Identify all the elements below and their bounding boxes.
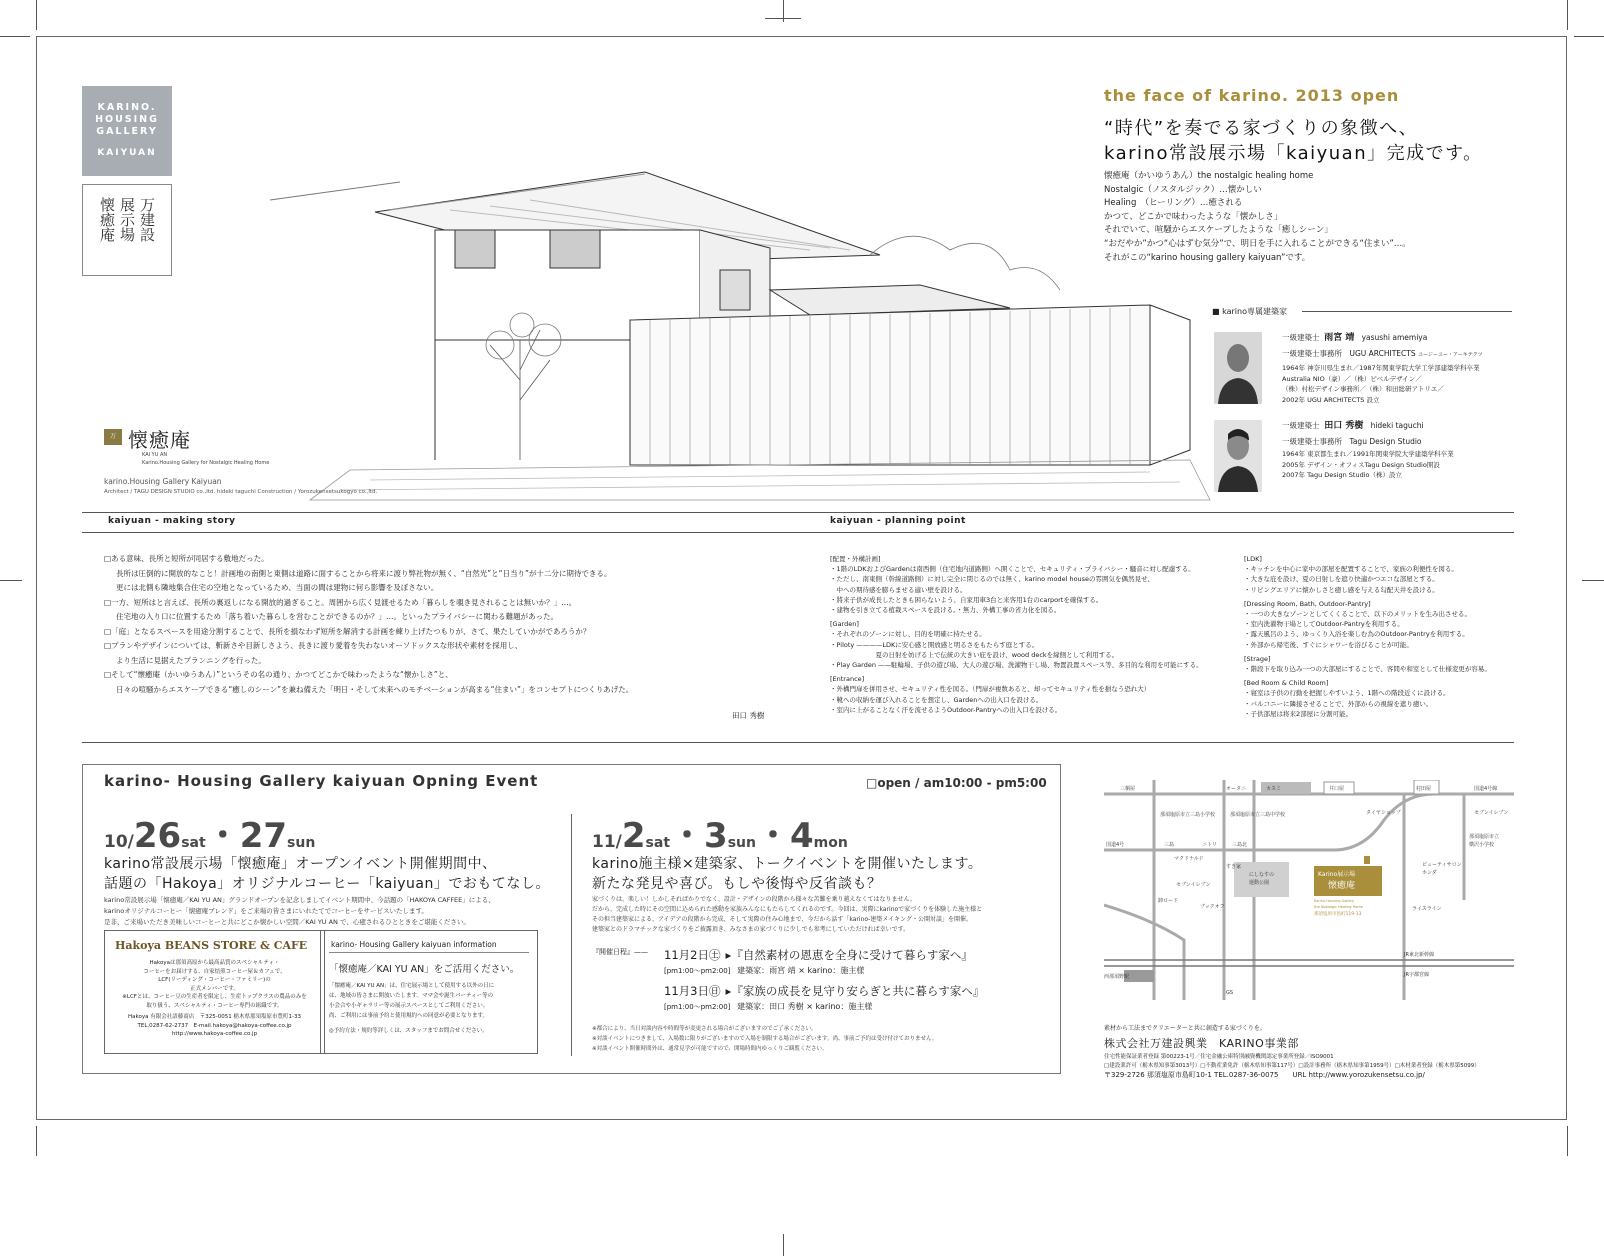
date-day: 4 bbox=[789, 816, 814, 856]
plan-line: 中への期待感を膨らませる適い壁を設ける。 bbox=[830, 585, 967, 594]
map-label: セブンイレブン bbox=[1474, 810, 1509, 816]
architect-role: 一級建築士 bbox=[1282, 421, 1320, 430]
map-label: ニトリ bbox=[1202, 842, 1218, 848]
plan-line: ・建物を引き立てる植栽スペースを設ける。・無力、外構工事の省力化を図る。 bbox=[830, 606, 1061, 615]
story-line: 日々の喧騒からエスケープできる“癒しのシーン”を兼ね備えた「明日・そして未来へのモチベーションが高まる“住まい”」をコンセプトにつくりあげた。 bbox=[116, 684, 634, 694]
architect-bio-line: 2005年 デザイン・オフィスTagu Design Studio開設 bbox=[1282, 460, 1440, 469]
map-label: カスミ bbox=[1266, 786, 1282, 792]
vertical-title-col1: 万建設 bbox=[138, 197, 156, 242]
architect-bio-line: 1964年 神奈川県生まれ／1987年関東学院大学工学部建築学科卒業 bbox=[1282, 364, 1480, 372]
event-desc-line: その担当建築家による、アイデアの段階から完成、そして実際の住み心地まで、今だから話す「karino-建築メイキング・公開対談」を開催。 bbox=[592, 916, 972, 923]
site-label: 懐癒庵 bbox=[1328, 881, 1356, 891]
plan-line: ・外構門扉を併用させ、セキュリティ性を図る。（門扉が複数あると、却ってセキュリティ性を損なう恐れ大） bbox=[830, 685, 1151, 694]
event-desc-line: 家づくりは、楽しい！しかしそればかりでなく、設計・デザインの段階から様々な苦難を乗り越えなくてはなりません。 bbox=[592, 896, 916, 903]
hakoya-text-line: Hakoyaは那須高原から最高品質のスペシャルティ・ bbox=[149, 960, 280, 966]
date-dot: ・ bbox=[670, 816, 705, 856]
event-note-line: ※都合により、当日対談内容や時間等が変更される場合がございますのでご了承ください。 bbox=[592, 1026, 817, 1032]
house-caption-1: karino.Housing Gallery Kaiyuan bbox=[104, 477, 222, 486]
date-dot: ・ bbox=[205, 816, 240, 856]
event-desc-nov bbox=[592, 895, 1052, 935]
map-label: JR宇都宮線 bbox=[1404, 972, 1429, 978]
talk-title: ▸『自然素材の恩恵を全身に受けて暮らす家へ』 bbox=[725, 948, 973, 962]
map-label: 井口屋 bbox=[1329, 786, 1345, 792]
event-lead-line: 話題の「Hakoya」オリジナルコーヒー「kaiyuan」でおもてなし。 bbox=[104, 876, 550, 892]
event-notes bbox=[592, 1024, 937, 1054]
architect-amemiya bbox=[1282, 332, 1483, 405]
story-line: 更には北側も隣地集合住宅の空地となっているため、当面の間は建物に何ら影響を及ぼさない。 bbox=[116, 583, 439, 592]
event-title: karino- Housing Gallery kaiyuan Opning Event bbox=[104, 772, 539, 790]
story-heading: kaiyuan - making story bbox=[108, 516, 236, 526]
plan-heading-item: [LDK] bbox=[1244, 555, 1262, 563]
house-sub: Karino.Housing Gallery for Nostalgic Healing Home bbox=[142, 460, 270, 466]
date-day: 26 bbox=[133, 816, 182, 856]
event-note-line: ※対談イベント開催時間外は、通常見学が可能ですので、開場時間内ゆっくりご観覧ください。 bbox=[592, 1046, 828, 1052]
section-divider bbox=[82, 532, 1514, 533]
talk-speakers: 建築家：田口 秀樹 × karino：施主様 bbox=[737, 1002, 873, 1011]
architect-name: 雨宮 靖 bbox=[1324, 333, 1355, 343]
event-note-line: ※対談イベントにつきまして、入場数に限りがございますので入場を制限する場合がございます。尚、事前ご予約は受け付けておりません。 bbox=[592, 1036, 938, 1042]
crop-mark bbox=[0, 580, 22, 581]
logo-line1: KARINO. bbox=[97, 102, 157, 113]
plan-line: ・Play Garden ——駐輪場、子供の遊び場、大人の遊び場、洗濯物干し場、物置設置スペース等、多目的な利用を可能にする。 bbox=[830, 661, 1203, 670]
story-line: □ある意味、長所と短所が同居する敷地だった。 bbox=[104, 554, 269, 563]
story-line: □そして“懐癒庵（かいゆうあん）”というその名の通り、かつてどこかで味わったような“懐かしさ”と、 bbox=[104, 670, 453, 679]
map-label: GS bbox=[1226, 990, 1234, 996]
map-label: オータニ bbox=[1226, 786, 1247, 792]
concept-line: 懐癒庵（かいゆうあん）the nostalgic healing home bbox=[1104, 171, 1314, 181]
event-desc-line: karinoオリジナルコーヒー「懐癒庵ブレンド」をご来場の皆さまにいれたてでコーヒーをサービスいたします。 bbox=[104, 907, 428, 915]
map-label: タイヤショップ bbox=[1366, 810, 1401, 816]
architect-role: 一級建築士 bbox=[1282, 333, 1320, 342]
site-sub-label: Karino.Housing Gallery bbox=[1314, 899, 1355, 903]
hakoya-text-line: コーヒーをお届けする、自家焙煎コーヒー屋＆カフェで、 bbox=[143, 968, 286, 975]
house-sketch-illustration bbox=[250, 160, 1230, 505]
event-desc-line: 建築家とのドラマチックな家づくりをご披露頂き、みなさまの家づくりに少しでも参考にしていただければ幸いです。 bbox=[592, 926, 910, 933]
event-desc-line: だから、完成した時にその空間に込められた感動を家族みんなにもたらしてくれるのです。今回は、実際にkarinoで家づくりを体験した施主様と bbox=[592, 906, 983, 913]
architect-office: 一級建築士事務所 Tagu Design Studio bbox=[1282, 436, 1422, 446]
info-note: ◎予約方法・規約等詳しくは、スタッフまでお問合せください。 bbox=[329, 1028, 488, 1034]
talk-speakers: 建築家：雨宮 靖 × karino：施主様 bbox=[737, 966, 865, 975]
crop-mark bbox=[1567, 1126, 1568, 1156]
map-label: ビューティサロン bbox=[1422, 862, 1462, 868]
map-label: 西那須野駅 bbox=[1104, 974, 1130, 980]
plan-heading-item: [Entrance] bbox=[830, 675, 865, 684]
map-label: JR東北新幹線 bbox=[1404, 952, 1434, 958]
info-lead: 「懐癒庵／KAI YU AN」をご活用ください。 bbox=[329, 964, 520, 975]
hakoya-text-line: 正式メンバーです。 bbox=[190, 985, 239, 992]
talk-title: ▸『家族の成長を見守り安らぎと共に暮らす家へ』 bbox=[725, 984, 985, 998]
event-desc-oct bbox=[104, 895, 564, 928]
event-lead-line: karino常設展示場「懐癒庵」オープンイベント開催期間中、 bbox=[104, 856, 497, 872]
info-text-line: は、地域の皆さまに開放いたします。ママ会や誕生パーティー等の bbox=[329, 993, 494, 999]
architect-romaji: hideki taguchi bbox=[1370, 421, 1424, 430]
map-label: にしなすの bbox=[1249, 872, 1275, 878]
talk-event-1 bbox=[664, 944, 973, 976]
talk-time: [pm1:00〜pm2:00] bbox=[664, 1003, 731, 1011]
event-date-oct bbox=[104, 808, 315, 857]
house-kana: KAI YU AN bbox=[142, 452, 168, 458]
concept-line: それでいて、喧騒からエスケープしたような「癒しシーン」 bbox=[1104, 225, 1333, 236]
architect-office: 一級建築士事務所 UGU ARCHITECTS bbox=[1282, 348, 1416, 358]
plan-line: ・1階のLDKおよびGardenは南西側（住宅地内道路側）へ開くことで、セキュリティ・プライバシー・騒音に対し配慮する。 bbox=[830, 565, 1195, 574]
bottom-divider bbox=[82, 742, 1514, 743]
date-day: 3 bbox=[704, 816, 728, 856]
headline-line1: “時代”を奏でる家づくりの象徴へ、 bbox=[1104, 118, 1419, 139]
info-text-line: 小会合や小ギャラリー等の展示スペースとしてご利用ください。 bbox=[329, 1003, 489, 1009]
concept-line: Nostalgic（ノスタルジック）…懐かしい bbox=[1104, 184, 1262, 195]
map-label: 国道4号線 bbox=[1474, 786, 1498, 792]
talk-date: 11月2日㊏ bbox=[664, 948, 721, 962]
event-desc-line: 是非、ご来場いただき美味しいコーヒーと共にどこか懐かしい空間／KAI YU AN で、心癒されるひとときをご堪能ください。 bbox=[104, 918, 470, 926]
crop-mark bbox=[783, 1234, 784, 1256]
plan-heading-item: [Garden] bbox=[830, 620, 859, 629]
story-line: □「庭」となるスペースを用途分割することで、長所を損なわず短所を解消する計画を練り上げたつもりが、さて、果たしていかがであろうか？ bbox=[104, 626, 591, 636]
crop-mark bbox=[0, 36, 30, 37]
date-month: 11/ bbox=[592, 832, 622, 852]
talk-event-2 bbox=[664, 980, 984, 1012]
story-signature: 田口 秀樹 bbox=[732, 711, 765, 720]
plan-line: ・階段下を取り込み一つの大部屋にすることで、客間や和室として仕様変更が容易。 bbox=[1244, 665, 1491, 674]
site-label: Karino展示場 bbox=[1318, 871, 1356, 878]
story-line: 長所は圧倒的に開放的なこと！計画地の南側と東側は道路に面することから将来に渡り弊社物が無く、“自然光”と“日当り”が十二分に期待できる。 bbox=[116, 568, 612, 578]
headline bbox=[1104, 116, 1483, 166]
map-label: 村田屋 bbox=[1416, 786, 1432, 792]
map-label: 那須塩原市立 bbox=[1469, 834, 1500, 840]
architects-rule bbox=[1302, 311, 1512, 312]
info-text-line: 尚、ご利用には事前予約と使用規約への同意が必要となります。 bbox=[329, 1013, 489, 1019]
event-lead-line: karino施主様×建築家、トークイベントを開催いたします。 bbox=[592, 856, 983, 872]
plan-line: ・將来子供が成長したときも困らないよう、自家用車3台と来客用1台のcarportを確保する。 bbox=[830, 595, 1103, 604]
map-label: すき家 bbox=[1226, 864, 1242, 870]
site-sub-label: the Nostalgic Healing Home bbox=[1314, 905, 1363, 909]
date-month: 10/ bbox=[104, 832, 134, 852]
plan-line: ・一つの大きなゾーンとしてくくることで、以下のメリットを生み出させる。 bbox=[1244, 610, 1471, 619]
talk-date: 11月3日㊐ bbox=[664, 984, 721, 998]
site-address: 那須塩原市島町119-13 bbox=[1314, 912, 1362, 917]
plan-heading: kaiyuan - planning point bbox=[830, 516, 966, 526]
house-caption bbox=[104, 476, 377, 498]
hakoya-text-line: LCF(リーディング・コーヒー・ファミリー)の bbox=[158, 977, 271, 983]
plan-line: ・靴への収納を運び入れることを想定し、Gardenへの出入口を設ける。 bbox=[830, 695, 1043, 704]
hakoya-text-line: ※LCFとは、コーヒー豆の生産者を限定し、生産トップクラスの農品のみを bbox=[122, 994, 307, 1000]
event-hours: □open / am10:00 - pm5:00 bbox=[866, 776, 1047, 790]
architect-office-kana: ユージーユー・アーキテクツ bbox=[1418, 351, 1483, 358]
footer-contact: 〒329-2726 那須塩原市島町10-1 TEL.0287-36-0075 URL http://www.yorozukensetsu.co.jp/ bbox=[1104, 1071, 1425, 1079]
footer-line: □建設業許可（栃木県知事第3013号）□不動産業免許（栃木県知事第117号）□設計事務所（栃木県知事第1959号）□木材業者登録（栃木県第5099） bbox=[1104, 1063, 1480, 1069]
hakoya-text-line: 取り扱う、スペシャルティ・コーヒー専門の組織です。 bbox=[146, 1002, 283, 1009]
house-caption-2: Architect / TAGU DESIGN STUDIO co.,ltd. hideki taguchi Construction / Yorozukensetsukogyo co.,ltd. bbox=[104, 489, 378, 495]
event-divider bbox=[571, 814, 572, 1056]
plan-heading-item: [Strage] bbox=[1244, 654, 1271, 663]
vertical-title-box bbox=[82, 184, 172, 276]
plan-line: ・バルコニーに隣接させることで、外部からの視線を遮り癒い。 bbox=[1244, 699, 1433, 708]
map-label: 国道4号 bbox=[1106, 842, 1125, 848]
crop-mark bbox=[765, 18, 801, 19]
plan-line: ・リビングエリアに懐かしさと癒し感を与える勾配天井を設ける。 bbox=[1244, 585, 1439, 594]
map-label: 三島 bbox=[1164, 842, 1175, 848]
crop-mark bbox=[1582, 580, 1604, 581]
hakoya-contact: TEL.0287-62-2737 E-mail.hakoya@hakoya-coffee.co.jp bbox=[137, 1022, 292, 1029]
date-weekday: sat bbox=[181, 835, 206, 851]
event-desc-line: karino常設展示場「懐癒庵／KAI YU AN」グランドオープンを記念しましてイベント期間中、今話題の「HAKOYA CAFFEE」による、 bbox=[104, 896, 495, 904]
architect-bio-line: 2007年 Tagu Design Studio（株）設立 bbox=[1282, 471, 1403, 479]
hakoya-box bbox=[104, 930, 325, 1054]
plan-line: ・キッチンを中心に家中の部屋を配置することで、家族の利便性を図る。 bbox=[1244, 565, 1458, 574]
concept-line: “おだやか”かつ“心はずむ気分”で、明日を手に入れることができる“住まい”…。 bbox=[1104, 238, 1411, 249]
hakoya-url-link[interactable]: http://www.hakoya-coffee.co.jp bbox=[171, 1031, 258, 1037]
date-day: 27 bbox=[239, 816, 288, 856]
plan-heading-item: [Dressing Room, Bath, Outdoor-Pantry] bbox=[1244, 599, 1371, 608]
story-line: 住宅地の入り口に位置するため「落ち着いた暮らしを営むことができるのか？」…。といったプライバシーに関わる難題があった。 bbox=[116, 612, 559, 621]
map-label: 那須塩原市立三島中学校 bbox=[1230, 812, 1286, 818]
date-weekday: sun bbox=[287, 835, 316, 851]
info-box bbox=[320, 930, 538, 1054]
plan-line: ・Piloty ————LDKに安心感と開放感と明るさをもたらす庭とする。 bbox=[830, 640, 1039, 649]
logo-line4: KAIYUAN bbox=[97, 148, 157, 158]
map-label: セブンイレブン bbox=[1176, 882, 1211, 888]
plan-heading-item: [Bed Room & Child Room] bbox=[1244, 679, 1329, 688]
architect-name: 田口 秀樹 bbox=[1324, 421, 1364, 431]
planning-points-right bbox=[1244, 550, 1514, 719]
architects-title: ■ karino専属建築家 bbox=[1212, 307, 1287, 316]
plan-line: ・室内に上がることなく汗を流せるようOutdoor-Pantryへの出入口を設ける。 bbox=[830, 705, 1062, 714]
company-footer bbox=[1104, 1024, 1480, 1080]
event-lead-nov bbox=[592, 854, 982, 894]
story-line: □一方、短所はと言えば、長所の裏返しになる開放的過ぎること。周囲から広く見渡せるため「暮らしを覗き見されることは無いか？」…。 bbox=[104, 597, 577, 607]
map-label: 卸ロード bbox=[1158, 898, 1179, 904]
map-label: 横沢小学校 bbox=[1469, 842, 1495, 848]
plan-line: ・子供部屋は将来2部屋に分割可能。 bbox=[1244, 709, 1353, 718]
crop-mark bbox=[36, 1126, 37, 1156]
event-lead-oct bbox=[104, 854, 550, 894]
plan-line: 夏の日射を妨げる上で伝統の大きい庇を設け、wood deckを縁側として利用する。 bbox=[830, 650, 1119, 659]
company-name: 株式会社万建設興業 KARINO事業部 bbox=[1104, 1036, 1299, 1050]
gallery-logo bbox=[82, 86, 172, 176]
event-lead-line: 新たな発見や喜び。もしや後悔や反省談も？ bbox=[592, 876, 882, 892]
date-weekday: mon bbox=[813, 835, 848, 851]
map-label: ホンダ bbox=[1422, 870, 1437, 876]
date-dot: ・ bbox=[755, 816, 790, 856]
date-day: 2 bbox=[621, 816, 646, 856]
plan-heading-item: [配置・外構計画] bbox=[830, 555, 881, 563]
plan-line: ・露天風呂のよう、ゆっくり入浴を楽しむ為のOutdoor-Pantryを利用する。 bbox=[1244, 630, 1469, 639]
map-label: 運動公園 bbox=[1249, 880, 1270, 886]
footer-tagline: 素材から工法までクリエーターと共に創造する家づくりを。 bbox=[1104, 1025, 1266, 1032]
schedule-label: 『開催日程』—— bbox=[592, 948, 648, 956]
date-weekday: sun bbox=[727, 835, 756, 851]
plan-line: ・外部から帰宅後、すぐにシャワーを浴びることが可能。 bbox=[1244, 640, 1413, 649]
house-name: 懐癒庵 bbox=[128, 428, 191, 452]
access-map bbox=[1104, 780, 1514, 1000]
crop-mark bbox=[1574, 36, 1604, 37]
logo-line3: GALLERY bbox=[96, 126, 158, 137]
architect-bio-line: 1964年 東京都生まれ／1991年関東学院大学建築学科卒業 bbox=[1282, 450, 1454, 458]
footer-line: 住宅性能保証業者登録 第00223-1号／住宅金融公庫特別融資機関認定事業所登録／ISO9001 bbox=[1104, 1054, 1334, 1060]
map-label: ライスライン bbox=[1412, 906, 1442, 912]
info-text-line: 「懐癒庵／KAI YU AN」は、住宅展示場として使用する以外の日に bbox=[329, 983, 495, 989]
vertical-title-col2: 展示場 bbox=[118, 197, 136, 242]
hakoya-logo: Hakoya BEANS STORE & CAFE bbox=[115, 939, 308, 952]
info-rule bbox=[329, 952, 529, 953]
plan-line: ・ただし、南東側（幹線道路側）に対し完全に閉じるのでは無く、karino model houseの雰囲気を偶然見せ、 bbox=[830, 575, 1154, 584]
architect-romaji: yasushi amemiya bbox=[1361, 333, 1428, 342]
architect-bio-line: （株）村松デザイン事務所／（株）和田総研アトリエ／ bbox=[1282, 385, 1444, 393]
map-label: 三桐屋 bbox=[1120, 786, 1136, 792]
house-mark: 万 bbox=[104, 429, 122, 445]
tagline: the face of karino. 2013 open bbox=[1104, 86, 1400, 105]
story-line: □プランやデザインについては、斬新さや目新しさよう、長きに渡り愛着を失わないオーソドックスな形状や素材を採用し、 bbox=[104, 641, 523, 650]
story-line: より生活に見据えたプランニングを行った。 bbox=[116, 655, 266, 665]
architect-bio-line: Australia NIO（豪）／（株）ピベルデザイン／ bbox=[1282, 374, 1422, 383]
planning-points-left bbox=[830, 550, 1250, 715]
architect-bio-line: 2002年 UGU ARCHITECTS 設立 bbox=[1282, 395, 1380, 404]
map-label: 三島北 bbox=[1232, 842, 1248, 848]
top-divider bbox=[82, 512, 1514, 513]
date-weekday: sat bbox=[645, 835, 671, 851]
map-label: マクドナルド bbox=[1174, 856, 1204, 862]
vertical-title-col3: 懐癒庵 bbox=[98, 197, 116, 242]
logo-line2: HOUSING bbox=[95, 114, 159, 125]
plan-line: ・大きな庇を設け、夏の日射しを遮り快適かつエコな部屋とする。 bbox=[1244, 575, 1439, 584]
plan-line: ・寝室は子供の行動を把握しやすいよう、1階への階段近くに設ける。 bbox=[1244, 689, 1450, 698]
plan-line: ・室内洗濯物干場としてOutdoor-Pantryを利用する。 bbox=[1244, 620, 1404, 629]
info-title: karino- Housing Gallery kaiyuan information bbox=[331, 940, 497, 949]
concept-line: Healing （ヒーリング）…癒される bbox=[1104, 198, 1243, 209]
talk-time: [pm1:00〜pm2:00] bbox=[664, 967, 731, 975]
concept-line: それがこの“karino housing gallery kaiyuan”です。 bbox=[1104, 252, 1311, 263]
crop-mark bbox=[36, 0, 37, 30]
making-story-text bbox=[104, 552, 794, 697]
concept-line: かつて、どこかで味わったような「懐かしさ」 bbox=[1104, 211, 1283, 222]
headline-line2: karino常設展示場「kaiyuan」完成です。 bbox=[1104, 143, 1483, 164]
hakoya-address: Hakoya 有限会社語藤商店 〒325-0051 栃木県那須塩原市豊町1-33 bbox=[128, 1014, 301, 1020]
plan-line: ・それぞれのゾーンに対し、目的を明確に持たせる。 bbox=[830, 630, 986, 639]
crop-mark bbox=[1567, 0, 1568, 30]
map-label: ブックオフ bbox=[1200, 904, 1225, 910]
event-date-nov bbox=[592, 808, 848, 857]
map-label: 那須塩原市立三島小学校 bbox=[1160, 812, 1216, 818]
architect-taguchi bbox=[1282, 420, 1454, 481]
